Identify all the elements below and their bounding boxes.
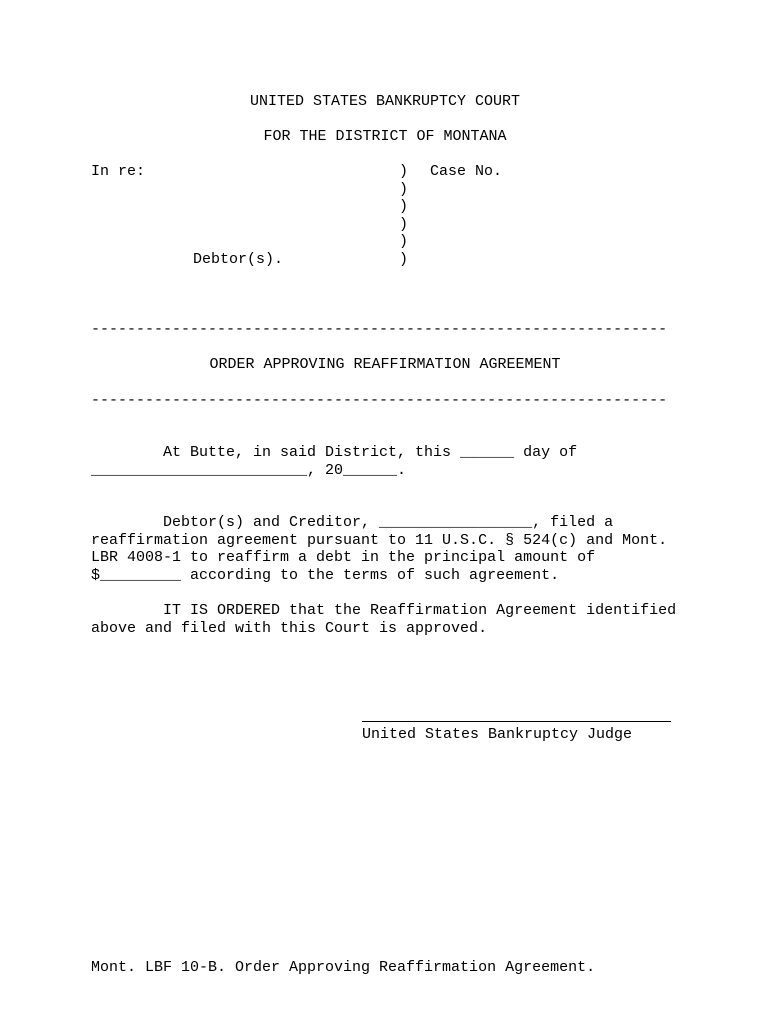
paragraph-2-line: above and filed with this Court is approved. [91, 620, 488, 637]
date-line-1: At Butte, in said District, this ______ day of [91, 444, 578, 461]
court-name: UNITED STATES BANKRUPTCY COURT [249, 93, 521, 110]
paragraph-1-line: reaffirmation agreement pursuant to 11 U.S.C. § 524(c) and Mont. [91, 532, 668, 549]
form-footer: Mont. LBF 10-B. Order Approving Reaffirmation Agreement. [91, 959, 596, 976]
caption-paren: ) [399, 163, 409, 180]
title-rule-top: ---------------------------------------------------------------- [91, 321, 668, 338]
paragraph-1-line: $_________ according to the terms of such agreement. [91, 567, 560, 584]
caption-paren: ) [399, 216, 409, 233]
case-number-label: Case No. [430, 163, 503, 180]
paragraph-1-line: Debtor(s) and Creditor, _________________, filed a [91, 514, 614, 531]
caption-paren: ) [399, 181, 409, 198]
judge-signature-label: United States Bankruptcy Judge [362, 726, 633, 743]
debtor-label: Debtor(s). [193, 251, 284, 268]
district-name: FOR THE DISTRICT OF MONTANA [263, 128, 507, 145]
document-title: ORDER APPROVING REAFFIRMATION AGREEMENT [209, 356, 561, 373]
caption-paren: ) [399, 233, 409, 250]
paragraph-2-line: IT IS ORDERED that the Reaffirmation Agreement identified [91, 602, 677, 619]
caption-paren: ) [399, 251, 409, 268]
signature-line [362, 721, 671, 722]
caption-paren: ) [399, 198, 409, 215]
paragraph-1-line: LBR 4008-1 to reaffirm a debt in the principal amount of [91, 549, 596, 566]
in-re-label: In re: [91, 163, 146, 180]
title-rule-bottom: ---------------------------------------------------------------- [91, 392, 668, 409]
date-line-2: ________________________, 20______. [91, 462, 407, 479]
